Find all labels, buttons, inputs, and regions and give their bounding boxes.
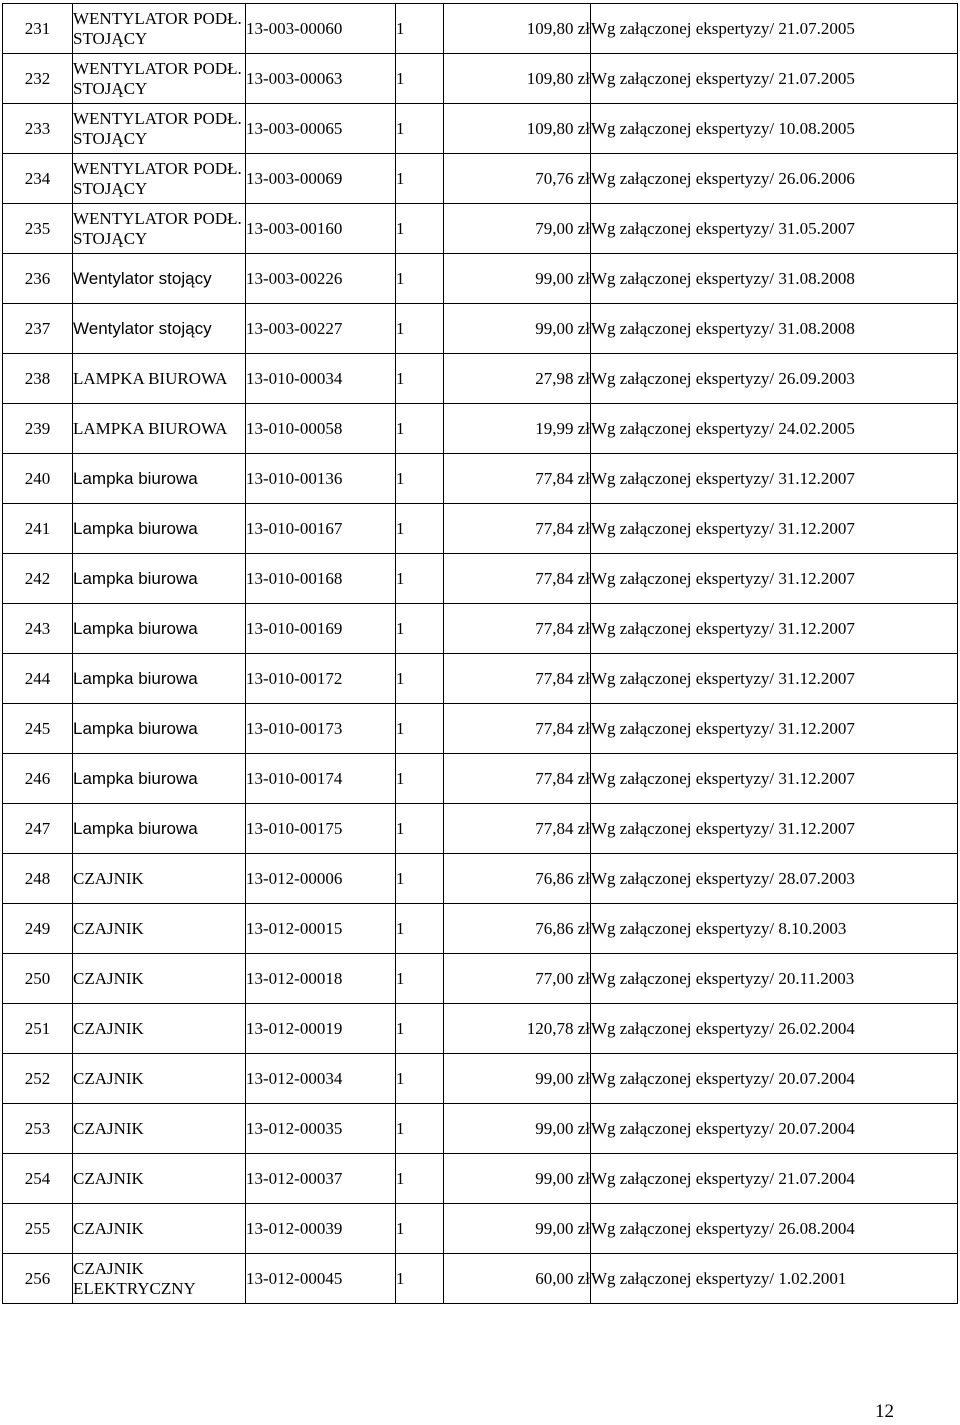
quantity: 1: [396, 1104, 444, 1154]
table-row: [3, 754, 958, 804]
valuation-note: Wg załączonej ekspertyzy/ 31.05.2007: [591, 204, 958, 254]
item-value: 120,78 zł: [444, 1004, 591, 1054]
row-number: 236: [3, 254, 73, 304]
quantity: 1: [396, 4, 444, 54]
table-row: [3, 154, 958, 204]
inventory-table: [2, 3, 958, 1304]
item-name: Lampka biurowa: [73, 454, 246, 504]
table-row: [3, 254, 958, 304]
item-value: 109,80 zł: [444, 4, 591, 54]
inventory-code: 13-003-00065: [246, 104, 396, 154]
valuation-note: Wg załączonej ekspertyzy/ 10.08.2005: [591, 104, 958, 154]
valuation-note: Wg załączonej ekspertyzy/ 21.07.2004: [591, 1154, 958, 1204]
valuation-note: Wg załączonej ekspertyzy/ 31.12.2007: [591, 754, 958, 804]
item-name: Lampka biurowa: [73, 754, 246, 804]
table-row: [3, 554, 958, 604]
inventory-code: 13-010-00175: [246, 804, 396, 854]
quantity: 1: [396, 1054, 444, 1104]
item-value: 76,86 zł: [444, 854, 591, 904]
inventory-code: 13-010-00172: [246, 654, 396, 704]
row-number: 237: [3, 304, 73, 354]
item-name: Lampka biurowa: [73, 554, 246, 604]
valuation-note: Wg załączonej ekspertyzy/ 31.12.2007: [591, 454, 958, 504]
inventory-code: 13-012-00015: [246, 904, 396, 954]
item-value: 109,80 zł: [444, 54, 591, 104]
table-row: [3, 804, 958, 854]
item-value: 70,76 zł: [444, 154, 591, 204]
row-number: 248: [3, 854, 73, 904]
row-number: 242: [3, 554, 73, 604]
row-number: 239: [3, 404, 73, 454]
item-value: 60,00 zł: [444, 1254, 591, 1304]
inventory-code: 13-012-00039: [246, 1204, 396, 1254]
item-name: CZAJNIK ELEKTRYCZNY: [73, 1254, 246, 1304]
item-value: 76,86 zł: [444, 904, 591, 954]
row-number: 233: [3, 104, 73, 154]
valuation-note: Wg załączonej ekspertyzy/ 31.12.2007: [591, 654, 958, 704]
quantity: 1: [396, 604, 444, 654]
item-name: WENTYLATOR PODŁ. STOJĄCY: [73, 104, 246, 154]
row-number: 240: [3, 454, 73, 504]
row-number: 256: [3, 1254, 73, 1304]
item-name: CZAJNIK: [73, 1204, 246, 1254]
quantity: 1: [396, 54, 444, 104]
row-number: 234: [3, 154, 73, 204]
valuation-note: Wg załączonej ekspertyzy/ 31.12.2007: [591, 554, 958, 604]
valuation-note: Wg załączonej ekspertyzy/ 31.12.2007: [591, 604, 958, 654]
inventory-code: 13-010-00174: [246, 754, 396, 804]
quantity: 1: [396, 354, 444, 404]
row-number: 235: [3, 204, 73, 254]
table-row: [3, 904, 958, 954]
valuation-note: Wg załączonej ekspertyzy/ 26.02.2004: [591, 1004, 958, 1054]
row-number: 251: [3, 1004, 73, 1054]
table-row: [3, 404, 958, 454]
item-value: 77,84 zł: [444, 704, 591, 754]
quantity: 1: [396, 254, 444, 304]
row-number: 254: [3, 1154, 73, 1204]
table-row: [3, 1004, 958, 1054]
item-value: 27,98 zł: [444, 354, 591, 404]
inventory-code: 13-003-00160: [246, 204, 396, 254]
inventory-code: 13-003-00227: [246, 304, 396, 354]
table-row: [3, 1254, 958, 1304]
item-name: CZAJNIK: [73, 854, 246, 904]
quantity: 1: [396, 904, 444, 954]
item-name: Wentylator stojący: [73, 254, 246, 304]
item-name: CZAJNIK: [73, 1004, 246, 1054]
inventory-code: 13-010-00167: [246, 504, 396, 554]
row-number: 231: [3, 4, 73, 54]
row-number: 238: [3, 354, 73, 404]
valuation-note: Wg załączonej ekspertyzy/ 21.07.2005: [591, 4, 958, 54]
table-row: [3, 354, 958, 404]
table-row: [3, 54, 958, 104]
item-value: 109,80 zł: [444, 104, 591, 154]
item-value: 77,84 zł: [444, 454, 591, 504]
item-name: LAMPKA BIUROWA: [73, 404, 246, 454]
item-value: 99,00 zł: [444, 254, 591, 304]
item-name: CZAJNIK: [73, 954, 246, 1004]
quantity: 1: [396, 1004, 444, 1054]
inventory-code: 13-012-00006: [246, 854, 396, 904]
inventory-code: 13-010-00034: [246, 354, 396, 404]
table-row: [3, 604, 958, 654]
table-row: [3, 1054, 958, 1104]
item-name: CZAJNIK: [73, 1104, 246, 1154]
valuation-note: Wg załączonej ekspertyzy/ 26.06.2006: [591, 154, 958, 204]
inventory-code: 13-012-00019: [246, 1004, 396, 1054]
table-row: [3, 104, 958, 154]
inventory-code: 13-010-00058: [246, 404, 396, 454]
inventory-code: 13-003-00069: [246, 154, 396, 204]
table-row: [3, 654, 958, 704]
item-value: 99,00 zł: [444, 1154, 591, 1204]
valuation-note: Wg załączonej ekspertyzy/ 28.07.2003: [591, 854, 958, 904]
quantity: 1: [396, 754, 444, 804]
inventory-code: 13-012-00034: [246, 1054, 396, 1104]
inventory-code: 13-012-00035: [246, 1104, 396, 1154]
table-row: [3, 4, 958, 54]
row-number: 250: [3, 954, 73, 1004]
item-value: 77,84 zł: [444, 554, 591, 604]
inventory-table-body: [3, 4, 958, 1304]
row-number: 241: [3, 504, 73, 554]
item-name: CZAJNIK: [73, 904, 246, 954]
valuation-note: Wg załączonej ekspertyzy/ 26.09.2003: [591, 354, 958, 404]
item-name: CZAJNIK: [73, 1054, 246, 1104]
item-value: 99,00 zł: [444, 1104, 591, 1154]
inventory-code: 13-003-00226: [246, 254, 396, 304]
page-number: 12: [875, 1401, 894, 1422]
quantity: 1: [396, 404, 444, 454]
table-row: [3, 204, 958, 254]
table-row: [3, 1154, 958, 1204]
valuation-note: Wg załączonej ekspertyzy/ 21.07.2005: [591, 54, 958, 104]
row-number: 252: [3, 1054, 73, 1104]
item-value: 77,84 zł: [444, 604, 591, 654]
valuation-note: Wg załączonej ekspertyzy/ 26.08.2004: [591, 1204, 958, 1254]
table-row: [3, 304, 958, 354]
row-number: 253: [3, 1104, 73, 1154]
inventory-code: 13-010-00169: [246, 604, 396, 654]
valuation-note: Wg załączonej ekspertyzy/ 20.07.2004: [591, 1054, 958, 1104]
inventory-code: 13-003-00060: [246, 4, 396, 54]
row-number: 232: [3, 54, 73, 104]
item-name: CZAJNIK: [73, 1154, 246, 1204]
table-row: [3, 504, 958, 554]
valuation-note: Wg załączonej ekspertyzy/ 20.07.2004: [591, 1104, 958, 1154]
inventory-code: 13-003-00063: [246, 54, 396, 104]
valuation-note: Wg załączonej ekspertyzy/ 8.10.2003: [591, 904, 958, 954]
quantity: 1: [396, 554, 444, 604]
row-number: 255: [3, 1204, 73, 1254]
inventory-code: 13-010-00173: [246, 704, 396, 754]
quantity: 1: [396, 1154, 444, 1204]
item-value: 79,00 zł: [444, 204, 591, 254]
item-name: WENTYLATOR PODŁ. STOJĄCY: [73, 4, 246, 54]
inventory-code: 13-012-00018: [246, 954, 396, 1004]
quantity: 1: [396, 654, 444, 704]
item-value: 99,00 zł: [444, 1054, 591, 1104]
item-value: 99,00 zł: [444, 304, 591, 354]
inventory-code: 13-010-00168: [246, 554, 396, 604]
valuation-note: Wg załączonej ekspertyzy/ 31.12.2007: [591, 504, 958, 554]
item-name: WENTYLATOR PODŁ. STOJĄCY: [73, 204, 246, 254]
quantity: 1: [396, 454, 444, 504]
quantity: 1: [396, 504, 444, 554]
inventory-code: 13-012-00045: [246, 1254, 396, 1304]
item-name: Lampka biurowa: [73, 504, 246, 554]
quantity: 1: [396, 204, 444, 254]
quantity: 1: [396, 854, 444, 904]
item-name: Lampka biurowa: [73, 704, 246, 754]
item-name: Wentylator stojący: [73, 304, 246, 354]
table-row: [3, 854, 958, 904]
quantity: 1: [396, 154, 444, 204]
table-row: [3, 454, 958, 504]
valuation-note: Wg załączonej ekspertyzy/ 31.08.2008: [591, 304, 958, 354]
item-value: 77,84 zł: [444, 504, 591, 554]
row-number: 246: [3, 754, 73, 804]
valuation-note: Wg załączonej ekspertyzy/ 24.02.2005: [591, 404, 958, 454]
item-value: 77,00 zł: [444, 954, 591, 1004]
table-row: [3, 1204, 958, 1254]
valuation-note: Wg załączonej ekspertyzy/ 31.12.2007: [591, 804, 958, 854]
valuation-note: Wg załączonej ekspertyzy/ 31.08.2008: [591, 254, 958, 304]
quantity: 1: [396, 804, 444, 854]
item-name: Lampka biurowa: [73, 804, 246, 854]
item-value: 77,84 zł: [444, 804, 591, 854]
quantity: 1: [396, 704, 444, 754]
item-value: 19,99 zł: [444, 404, 591, 454]
quantity: 1: [396, 1204, 444, 1254]
item-name: Lampka biurowa: [73, 654, 246, 704]
valuation-note: Wg załączonej ekspertyzy/ 1.02.2001: [591, 1254, 958, 1304]
row-number: 249: [3, 904, 73, 954]
row-number: 245: [3, 704, 73, 754]
valuation-note: Wg załączonej ekspertyzy/ 31.12.2007: [591, 704, 958, 754]
quantity: 1: [396, 1254, 444, 1304]
row-number: 243: [3, 604, 73, 654]
table-row: [3, 1104, 958, 1154]
quantity: 1: [396, 304, 444, 354]
quantity: 1: [396, 954, 444, 1004]
inventory-code: 13-012-00037: [246, 1154, 396, 1204]
item-name: WENTYLATOR PODŁ. STOJĄCY: [73, 54, 246, 104]
item-name: WENTYLATOR PODŁ. STOJĄCY: [73, 154, 246, 204]
quantity: 1: [396, 104, 444, 154]
inventory-code: 13-010-00136: [246, 454, 396, 504]
item-name: Lampka biurowa: [73, 604, 246, 654]
item-name: LAMPKA BIUROWA: [73, 354, 246, 404]
item-value: 77,84 zł: [444, 654, 591, 704]
item-value: 77,84 zł: [444, 754, 591, 804]
row-number: 247: [3, 804, 73, 854]
valuation-note: Wg załączonej ekspertyzy/ 20.11.2003: [591, 954, 958, 1004]
item-value: 99,00 zł: [444, 1204, 591, 1254]
table-row: [3, 704, 958, 754]
table-row: [3, 954, 958, 1004]
row-number: 244: [3, 654, 73, 704]
